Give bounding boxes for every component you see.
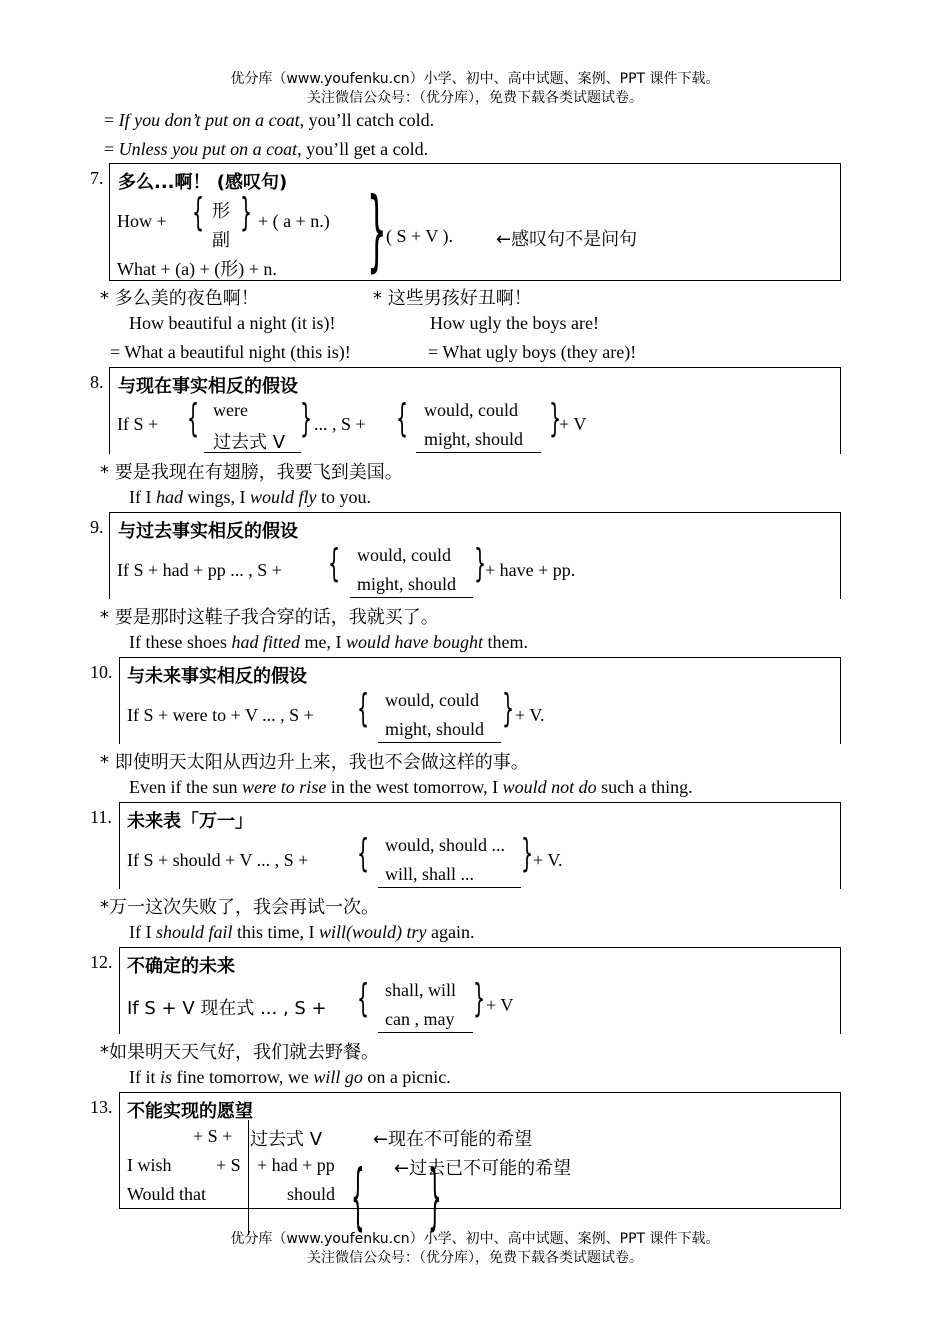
wish-row1-verb: 过去式 V xyxy=(250,1129,323,1150)
would-that-label: Would that xyxy=(127,1184,207,1204)
ex7-zh-2: * 这些男孩好丑啊！ xyxy=(373,288,532,309)
ex10-zh: * 即使明天太阳从西边升上来，我也不会做这样的事。 xyxy=(100,752,529,773)
ex10-en: Even if the sun were to rise in the west tomorrow, I would not do such a thing. xyxy=(129,777,693,797)
section-11-title: 未来表「万一」 xyxy=(127,811,253,832)
if-clause-10: If S + were to + V ... , S + xyxy=(127,705,314,725)
section-number-13: 13. xyxy=(90,1097,113,1117)
modal-1: would, could xyxy=(385,690,479,710)
ex8-zh: * 要是我现在有翅膀，我要飞到美国。 xyxy=(100,462,403,483)
underline xyxy=(204,452,301,453)
connector-line xyxy=(248,1120,249,1235)
ex8-en: If I had wings, I would fly to you. xyxy=(129,487,371,507)
how-label: How + xyxy=(117,211,167,231)
if-clause-12: If S + V 现在式 ... , S + xyxy=(127,998,327,1019)
underline xyxy=(350,597,473,598)
opt-past-v: 过去式 V xyxy=(213,432,286,453)
tail-11: + V. xyxy=(533,850,563,870)
footer-line1: 优分库（www.youfenku.cn）小学、初中、高中试题、案例、PPT 课件下载。 xyxy=(230,1231,720,1247)
section-number-11: 11. xyxy=(90,807,112,827)
sv-label: ( S + V ). xyxy=(386,226,453,246)
opt-were: were xyxy=(213,400,248,420)
section-number-8: 8. xyxy=(90,372,104,392)
ex7-en-2: How ugly the boys are! xyxy=(430,313,599,333)
left-brace-icon: { xyxy=(351,1154,365,1238)
underline xyxy=(378,742,501,743)
modal-2: might, should xyxy=(385,719,485,739)
modal-2: will, shall ... xyxy=(385,864,474,884)
section-number-12: 12. xyxy=(90,952,113,972)
left-brace-icon: { xyxy=(328,541,341,585)
right-brace-icon: } xyxy=(473,976,486,1020)
underline xyxy=(378,887,521,888)
wish-row2-had: + had + pp xyxy=(257,1155,335,1175)
ex9-zh: * 要是那时这鞋子我合穿的话，我就买了。 xyxy=(100,607,439,628)
left-brace-icon: { xyxy=(396,396,409,440)
ex7-en-4: = What ugly boys (they are)! xyxy=(428,342,637,362)
wish-row2-plus: + S xyxy=(216,1155,241,1175)
tail-10: + V. xyxy=(515,705,545,725)
section-7-title: 多么...啊！ (感叹句) xyxy=(118,172,288,193)
if-clause-9: If S + had + pp ... , S + xyxy=(117,560,282,580)
left-brace-icon: { xyxy=(192,190,205,234)
footer-line2: 关注微信公众号：（优分库），免费下载各类试题试卷。 xyxy=(307,1250,643,1266)
modal-1: would, could xyxy=(424,400,518,420)
section-13-title: 不能实现的愿望 xyxy=(127,1101,253,1122)
modal-1: would, could xyxy=(357,545,451,565)
if-clause-11: If S + should + V ... , S + xyxy=(127,850,309,870)
i-wish-label: I wish xyxy=(127,1155,172,1175)
tail-12: + V xyxy=(486,995,514,1015)
right-brace-icon: } xyxy=(240,190,253,234)
section-number-9: 9. xyxy=(90,517,104,537)
ex7-zh-1: * 多么美的夜色啊！ xyxy=(100,288,259,309)
modal-1: would, should ... xyxy=(385,835,506,855)
left-brace-icon: { xyxy=(187,396,200,440)
wish-row2-note: ←过去已不可能的希望 xyxy=(394,1158,572,1179)
left-brace-icon: { xyxy=(357,976,370,1020)
header-line2: 关注微信公众号：（优分库），免费下载各类试题试卷。 xyxy=(307,90,643,106)
how-tail: + ( a + n.) xyxy=(258,211,330,231)
modal-1: shall, will xyxy=(385,980,456,1000)
if-clause-8: If S + xyxy=(117,414,159,434)
modal-2: can , may xyxy=(385,1009,455,1029)
wish-row1-plus: + S + xyxy=(193,1126,233,1146)
section-number-10: 10. xyxy=(90,662,113,682)
ex11-en: If I should fail this time, I will(would) try again. xyxy=(129,922,475,942)
right-brace-icon: } xyxy=(502,686,515,730)
tail-8: + V xyxy=(559,414,587,434)
right-brace-icon: } xyxy=(428,1154,442,1238)
adj-label: 形 xyxy=(212,201,230,222)
ex12-zh: *如果明天天气好，我们就去野餐。 xyxy=(100,1042,379,1063)
right-brace-icon: } xyxy=(474,541,487,585)
tail-9: + have + pp. xyxy=(485,560,576,580)
what-label: What + (a) + (形) + n. xyxy=(117,259,277,279)
left-brace-icon: { xyxy=(357,686,370,730)
right-brace-icon: } xyxy=(521,831,534,875)
should-label: should xyxy=(287,1184,336,1204)
wish-row1-note: ←现在不可能的希望 xyxy=(373,1129,533,1150)
section-number-7: 7. xyxy=(90,168,104,188)
section-12-title: 不确定的未来 xyxy=(127,956,235,977)
ex7-en-3: = What a beautiful night (this is)! xyxy=(110,342,351,362)
section-9-title: 与过去事实相反的假设 xyxy=(118,521,298,542)
large-right-brace-icon: } xyxy=(367,178,387,281)
left-brace-icon: { xyxy=(357,831,370,875)
adv-label: 副 xyxy=(212,230,230,251)
mid-8: ... , S + xyxy=(314,414,366,434)
ex11-zh: *万一这次失败了，我会再试一次。 xyxy=(100,897,379,918)
underline xyxy=(416,452,541,453)
ex7-en-1: How beautiful a night (it is)! xyxy=(129,313,336,333)
header-line1: 优分库（www.youfenku.cn）小学、初中、高中试题、案例、PPT 课件下载。 xyxy=(230,71,720,87)
underline xyxy=(378,1032,473,1033)
ex12-en: If it is fine tomorrow, we will go on a picnic. xyxy=(129,1067,451,1087)
modal-2: might, should xyxy=(424,429,524,449)
intro-line2: = Unless you put on a coat, you’ll get a cold. xyxy=(104,139,429,159)
exclaim-note: ←感叹句不是问句 xyxy=(496,229,638,250)
ex9-en: If these shoes had fitted me, I would have bought them. xyxy=(129,632,528,652)
section-8-title: 与现在事实相反的假设 xyxy=(118,376,298,397)
section-10-title: 与未来事实相反的假设 xyxy=(127,666,307,687)
right-brace-icon: } xyxy=(300,396,313,440)
right-brace-icon: } xyxy=(549,396,562,440)
modal-2: might, should xyxy=(357,574,457,594)
intro-line1: = If you don’t put on a coat, you’ll catch cold. xyxy=(104,110,435,130)
